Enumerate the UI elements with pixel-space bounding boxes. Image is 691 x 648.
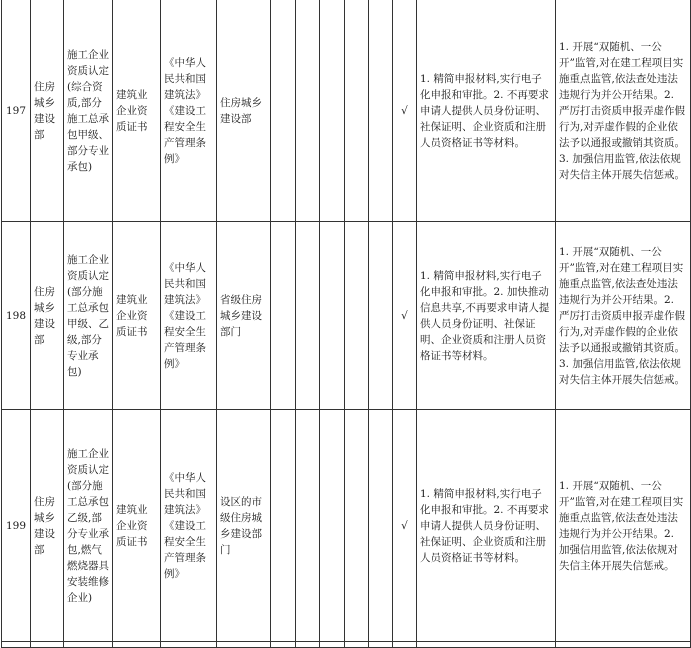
row-number: 197 xyxy=(2,0,31,222)
reform-measures-cell: 1. 精简申报材料,实行电子化申报和审批。2. 不再要求申请人提供人员身份证明、社保证明、企业资质和注册人员资格证书等材料。 xyxy=(417,0,556,222)
item-name-cell: 施工企业资质认定(部分施工总承包乙级,部分专业承包,燃气燃烧器具安装维修企业) xyxy=(64,410,113,642)
table-row xyxy=(2,222,691,410)
authority-cell: 省级住房城乡建设部门 xyxy=(217,222,271,410)
empty-cell xyxy=(296,410,320,642)
empty-cell xyxy=(296,0,320,222)
empty-cell xyxy=(271,642,296,648)
empty-cell xyxy=(2,642,31,648)
basis-cell: 《中华人民共和国建筑法》《建设工程安全生产管理条例》 xyxy=(161,0,217,222)
authority-cell: 住房城乡建设部 xyxy=(217,0,271,222)
row-number: 199 xyxy=(2,410,31,642)
empty-cell xyxy=(417,642,556,648)
empty-cell xyxy=(320,222,345,410)
empty-cell xyxy=(393,642,417,648)
check-mark: √ xyxy=(393,410,417,642)
empty-cell xyxy=(217,642,271,648)
item-name-cell: 施工企业资质认定(部分施工总承包甲级、乙级,部分专业承包) xyxy=(64,222,113,410)
department-cell: 住房城乡建设部 xyxy=(31,410,64,642)
empty-cell xyxy=(556,642,691,648)
check-mark: √ xyxy=(393,222,417,410)
authority-cell: 设区的市级住房城乡建设部门 xyxy=(217,410,271,642)
empty-cell xyxy=(113,642,161,648)
empty-cell xyxy=(369,0,393,222)
item-name-cell: 施工企业资质认定(综合资质,部分施工总承包甲级、部分专业承包) xyxy=(64,0,113,222)
empty-cell xyxy=(345,642,369,648)
supervision-measures-cell: 1. 开展“双随机、一公开”监管,对在建工程项目实施重点监管,依法查处违法违规行为并公开结果。2. 加强信用监管,依法依规对失信主体开展失信惩戒。 xyxy=(556,410,691,642)
basis-cell: 《中华人民共和国建筑法》《建设工程安全生产管理条例》 xyxy=(161,222,217,410)
table-row-partial xyxy=(2,642,691,648)
certificate-cell: 建筑业企业资质证书 xyxy=(113,410,161,642)
row-number: 198 xyxy=(2,222,31,410)
empty-cell xyxy=(31,642,64,648)
catalog-table xyxy=(1,0,691,648)
empty-cell xyxy=(345,0,369,222)
supervision-measures-cell: 1. 开展“双随机、一公开”监管,对在建工程项目实施重点监管,依法查处违法违规行为并公开结果。2. 严厉打击资质申报弄虚作假行为,对弄虚作假的企业依法予以通报或撤销其资质。3. 加强信用监管,依法依规对失信主体开展失信惩戒。 xyxy=(556,0,691,222)
empty-cell xyxy=(296,222,320,410)
empty-cell xyxy=(271,410,296,642)
empty-cell xyxy=(320,0,345,222)
empty-cell xyxy=(161,642,217,648)
empty-cell xyxy=(320,410,345,642)
basis-cell: 《中华人民共和国建筑法》《建设工程安全生产管理条例》 xyxy=(161,410,217,642)
empty-cell xyxy=(271,0,296,222)
empty-cell xyxy=(369,410,393,642)
reform-measures-cell: 1. 精简申报材料,实行电子化申报和审批。2. 加快推动信息共享,不再要求申请人提供人员身份证明、社保证明、企业资质和注册人员资格证书等材料。 xyxy=(417,222,556,410)
empty-cell xyxy=(369,642,393,648)
check-mark: √ xyxy=(393,0,417,222)
certificate-cell: 建筑业企业资质证书 xyxy=(113,222,161,410)
empty-cell xyxy=(296,642,320,648)
table-row xyxy=(2,410,691,642)
empty-cell xyxy=(320,642,345,648)
empty-cell xyxy=(369,222,393,410)
department-cell: 住房城乡建设部 xyxy=(31,222,64,410)
supervision-measures-cell: 1. 开展“双随机、一公开”监管,对在建工程项目实施重点监管,依法查处违法违规行为并公开结果。2. 严厉打击资质申报弄虚作假行为,对弄虚作假的企业依法予以通报或撤销其资质。3. 加强信用监管,依法依规对失信主体开展失信惩戒。 xyxy=(556,222,691,410)
empty-cell xyxy=(271,222,296,410)
empty-cell xyxy=(345,222,369,410)
empty-cell xyxy=(345,410,369,642)
department-cell: 住房城乡建设部 xyxy=(31,0,64,222)
reform-measures-cell: 1. 精简申报材料,实行电子化申报和审批。2. 不再要求申请人提供人员身份证明、社保证明、企业资质和注册人员资格证书等材料。 xyxy=(417,410,556,642)
empty-cell xyxy=(64,642,113,648)
certificate-cell: 建筑业企业资质证书 xyxy=(113,0,161,222)
table-row xyxy=(2,0,691,222)
